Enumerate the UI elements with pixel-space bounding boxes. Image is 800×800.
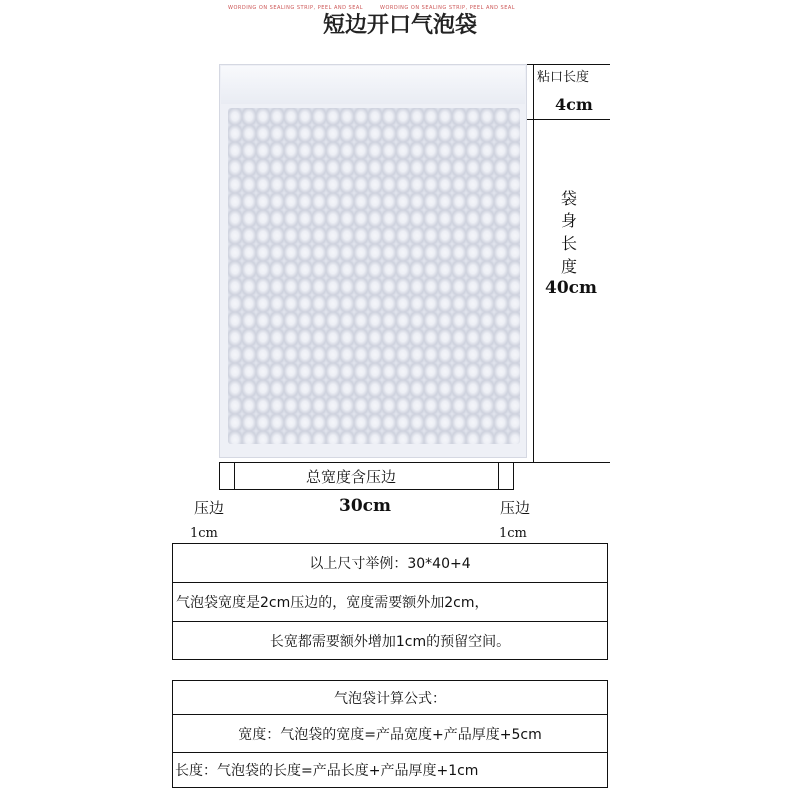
dimension-line bbox=[219, 462, 220, 490]
total-width-label: 总宽度含压边 bbox=[306, 468, 397, 486]
dimension-line bbox=[527, 64, 610, 65]
body-length-label-char: 身 bbox=[561, 211, 578, 230]
dimension-line bbox=[513, 462, 514, 490]
width-formula: 宽度：气泡袋的宽度=产品宽度+产品厚度+5cm bbox=[173, 715, 607, 753]
dimension-line bbox=[533, 64, 534, 462]
dimension-line bbox=[219, 489, 514, 490]
body-length-label-char: 度 bbox=[561, 257, 578, 276]
example-heading: 以上尺寸举例：30*40+4 bbox=[173, 544, 607, 583]
example-box bbox=[172, 543, 608, 660]
page-title: 短边开口气泡袋 bbox=[322, 13, 477, 38]
left-edge-value: 1cm bbox=[190, 526, 218, 541]
seal-length-label: 粘口长度 bbox=[537, 70, 590, 85]
left-edge-label: 压边 bbox=[194, 499, 225, 517]
seal-strip-print: WORDING ON SEALING STRIP, PEEL AND SEAL bbox=[228, 5, 364, 11]
formula-heading: 气泡袋计算公式： bbox=[173, 681, 607, 715]
example-note: 长宽都需要额外增加1cm的预留空间。 bbox=[269, 633, 511, 650]
bubble-pattern bbox=[228, 108, 520, 444]
dimension-line bbox=[527, 119, 610, 120]
adhesive-seal-strip bbox=[221, 66, 525, 104]
body-length-label-char: 袋 bbox=[561, 189, 578, 208]
dimension-line bbox=[219, 462, 610, 463]
total-width-value: 30cm bbox=[339, 496, 391, 516]
formula-box bbox=[172, 680, 608, 788]
dimension-line bbox=[234, 462, 235, 490]
body-length-value: 40cm bbox=[545, 278, 597, 298]
body-length-label-char: 长 bbox=[561, 234, 578, 253]
seal-length-value: 4cm bbox=[555, 95, 593, 114]
dimension-line bbox=[498, 462, 499, 490]
length-formula: 长度：气泡袋的长度=产品长度+产品厚度+1cm bbox=[175, 763, 479, 779]
right-edge-value: 1cm bbox=[499, 526, 527, 541]
seal-strip-print: WORDING ON SEALING STRIP, PEEL AND SEAL bbox=[380, 5, 516, 11]
example-note: 气泡袋宽度是2cm压边的，宽度需要额外加2cm， bbox=[173, 583, 607, 622]
right-edge-label: 压边 bbox=[500, 499, 531, 517]
